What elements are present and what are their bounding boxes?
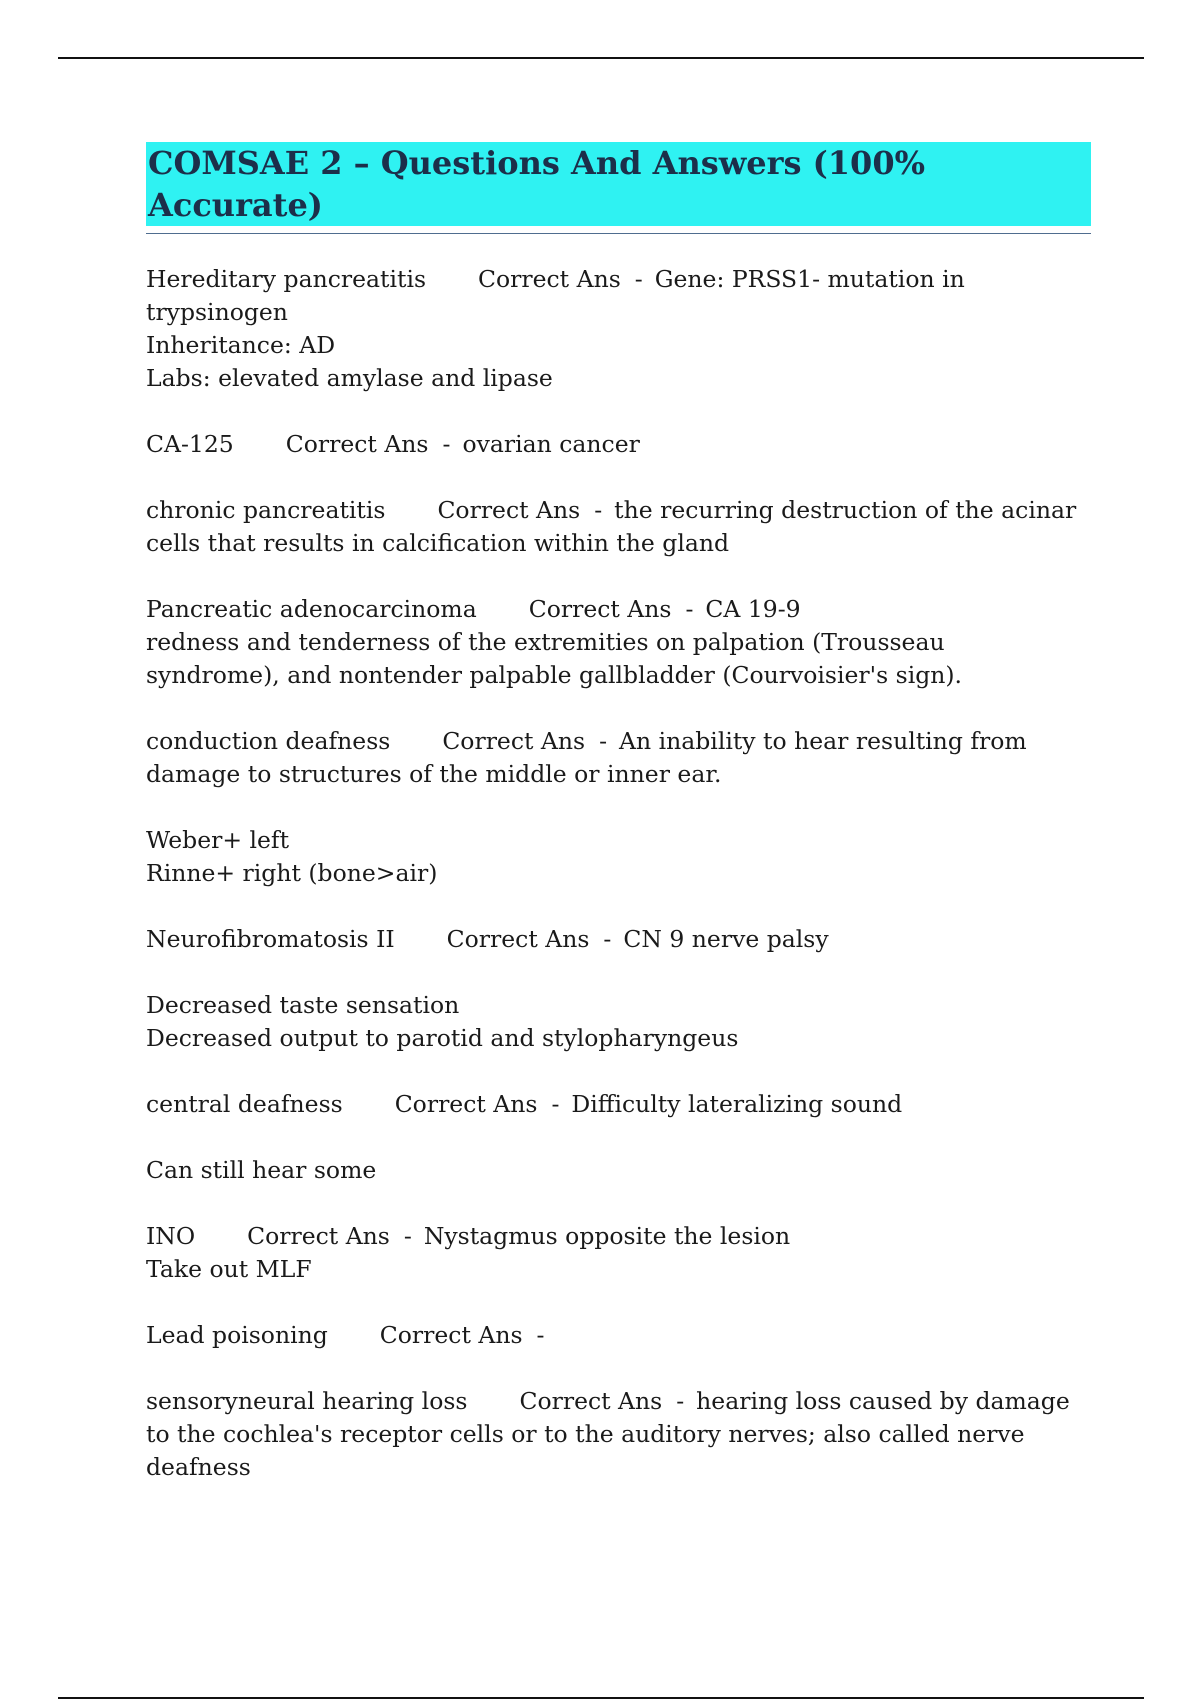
answer-text: An inability to hear resulting from xyxy=(619,727,1027,755)
entry-question-line xyxy=(146,923,1091,956)
answer-continuation: damage to structures of the middle or inner ear. xyxy=(146,760,722,788)
entry-question-line xyxy=(146,1319,1091,1352)
question-term: sensoryneural hearing loss xyxy=(146,1387,468,1415)
qa-list xyxy=(146,263,1091,1484)
qa-entry xyxy=(146,263,1091,395)
qa-entry xyxy=(146,923,1091,956)
entry-question-line xyxy=(146,428,1091,461)
answer-continuation: Inheritance: AD xyxy=(146,331,336,359)
answer-text: the recurring destruction of the acinar xyxy=(614,496,1077,524)
correct-ans-label: Correct Ans xyxy=(478,265,621,293)
answer-dash: - xyxy=(676,1387,685,1415)
entry-question-line xyxy=(146,263,1091,296)
entry-line: Weber+ left xyxy=(146,826,290,854)
question-term: Pancreatic adenocarcinoma xyxy=(146,595,477,623)
answer-dash: - xyxy=(442,430,451,458)
correct-ans-label: Correct Ans xyxy=(285,430,429,458)
answer-text: CN 9 nerve palsy xyxy=(623,925,829,953)
entry-line: Can still hear some xyxy=(146,1156,377,1184)
question-term: CA-125 xyxy=(146,430,234,458)
correct-ans-label: Correct Ans xyxy=(442,727,586,755)
correct-ans-label: Correct Ans xyxy=(437,496,581,524)
qa-entry xyxy=(146,1220,1091,1286)
question-term: Neurofibromatosis II xyxy=(146,925,395,953)
entry-question-line xyxy=(146,1385,1091,1418)
answer-text: CA 19-9 xyxy=(705,595,801,623)
answer-dash: - xyxy=(536,1321,545,1349)
qa-entry xyxy=(146,989,1091,1055)
qa-entry xyxy=(146,1088,1091,1121)
answer-text: Difficulty lateralizing sound xyxy=(571,1090,903,1118)
answer-dash: - xyxy=(685,595,694,623)
qa-entry xyxy=(146,428,1091,461)
qa-entry xyxy=(146,1154,1091,1187)
qa-entry xyxy=(146,1385,1091,1484)
entry-line: Decreased taste sensation xyxy=(146,991,460,1019)
answer-dash: - xyxy=(551,1090,560,1118)
answer-continuation: cells that results in calcification within the gland xyxy=(146,529,730,557)
correct-ans-label: Correct Ans xyxy=(247,1222,390,1250)
document-title: COMSAE 2 – Questions And Answers (100% Accurate) xyxy=(146,142,1091,226)
entry-line: Decreased output to parotid and stylopharyngeus xyxy=(146,1024,739,1052)
answer-continuation: Labs: elevated amylase and lipase xyxy=(146,364,553,392)
entry-line: Rinne+ right (bone>air) xyxy=(146,859,438,887)
answer-continuation: redness and tenderness of the extremities on palpation (Trousseau xyxy=(146,628,945,656)
answer-continuation: Take out MLF xyxy=(146,1255,312,1283)
title-block xyxy=(146,142,1091,234)
answer-dash: - xyxy=(594,496,603,524)
answer-text: Nystagmus opposite the lesion xyxy=(423,1222,791,1250)
question-term: chronic pancreatitis xyxy=(146,496,386,524)
answer-dash: - xyxy=(403,1222,412,1250)
answer-dash: - xyxy=(599,727,608,755)
footer-rule xyxy=(58,1697,1144,1699)
correct-ans-label: Correct Ans xyxy=(446,925,590,953)
answer-continuation: deafness xyxy=(146,1453,251,1481)
question-term: Lead poisoning xyxy=(146,1321,328,1349)
question-term: central deafness xyxy=(146,1090,343,1118)
correct-ans-label: Correct Ans xyxy=(528,595,672,623)
entry-question-line xyxy=(146,725,1091,758)
qa-entry xyxy=(146,494,1091,560)
header-rule xyxy=(58,57,1144,59)
question-term: Hereditary pancreatitis xyxy=(146,265,427,293)
question-term: conduction deafness xyxy=(146,727,391,755)
answer-dash: - xyxy=(634,265,643,293)
qa-entry xyxy=(146,593,1091,692)
answer-continuation: trypsinogen xyxy=(146,298,288,326)
answer-dash: - xyxy=(603,925,612,953)
answer-text: hearing loss caused by damage xyxy=(696,1387,1070,1415)
answer-text: ovarian cancer xyxy=(462,430,640,458)
qa-entry xyxy=(146,824,1091,890)
answer-continuation: syndrome), and nontender palpable gallbladder (Courvoisier's sign). xyxy=(146,661,963,689)
question-term: INO xyxy=(146,1222,196,1250)
entry-question-line xyxy=(146,1088,1091,1121)
correct-ans-label: Correct Ans xyxy=(379,1321,523,1349)
entry-question-line xyxy=(146,494,1091,527)
correct-ans-label: Correct Ans xyxy=(394,1090,538,1118)
answer-continuation: to the cochlea's receptor cells or to the auditory nerves; also called nerve xyxy=(146,1420,1025,1448)
document-body xyxy=(146,142,1091,1517)
correct-ans-label: Correct Ans xyxy=(519,1387,663,1415)
entry-question-line xyxy=(146,593,1091,626)
entry-question-line xyxy=(146,1220,1091,1253)
answer-text: Gene: PRSS1- mutation in xyxy=(654,265,965,293)
qa-entry xyxy=(146,725,1091,791)
qa-entry xyxy=(146,1319,1091,1352)
